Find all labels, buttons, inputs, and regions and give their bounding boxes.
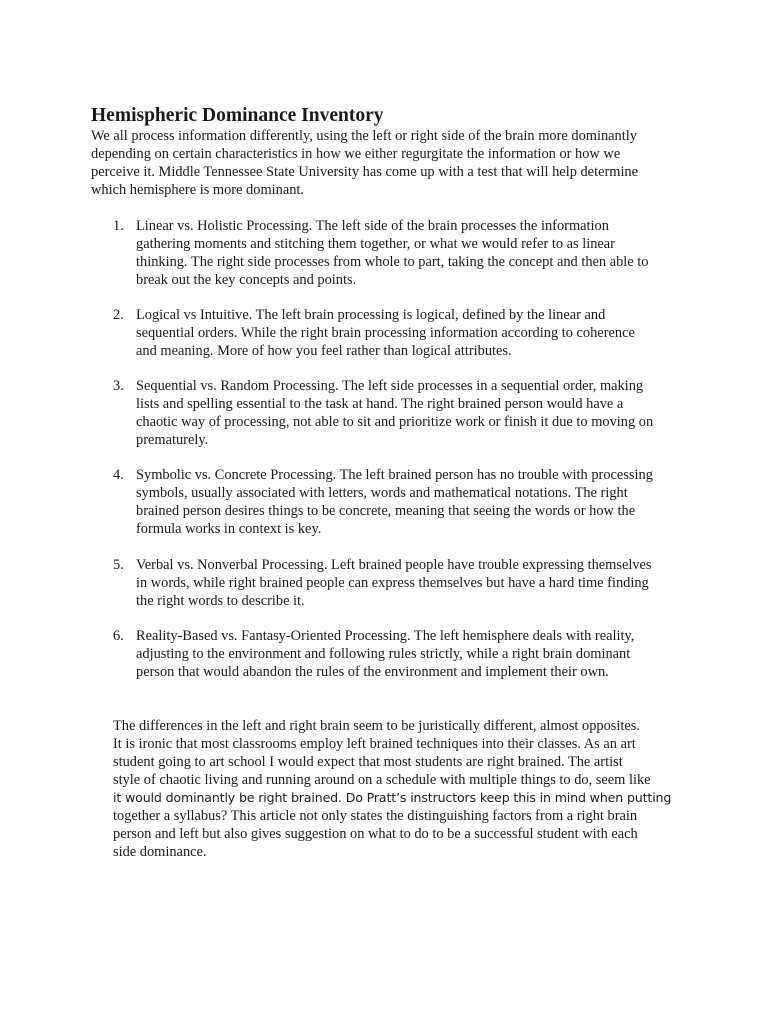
intro-line: which hemisphere is more dominant. xyxy=(91,182,305,198)
list-item-text xyxy=(136,466,653,538)
intro-line: We all process information differently, using the left or right side of the brain more dominantly xyxy=(91,128,637,144)
closing-line: side dominance. xyxy=(113,844,207,860)
list-item-line: and meaning. More of how you feel rather than logical attributes. xyxy=(136,343,512,359)
list-item-line: thinking. The right side processes from whole to part, taking the concept and then able to xyxy=(136,254,649,270)
intro-paragraph xyxy=(91,127,691,199)
list-item-line: Linear vs. Holistic Processing. The left side of the brain processes the information xyxy=(136,218,609,234)
list-item-text xyxy=(136,627,634,681)
list-item-line: break out the key concepts and points. xyxy=(136,272,357,288)
list-item-line: formula works in context is key. xyxy=(136,521,322,537)
list-item-line: prematurely. xyxy=(136,432,209,448)
closing-line: it would dominantly be right brained. Do Pratt’s instructors keep this in mind when putting xyxy=(113,790,672,805)
list-item-number: 6. xyxy=(113,628,124,644)
list-item-line: chaotic way of processing, not able to sit and prioritize work or finish it due to moving on xyxy=(136,414,654,430)
closing-line: style of chaotic living and running around on a schedule with multiple things to do, seem like xyxy=(113,772,651,788)
list-item-line: sequential orders. While the right brain processing information according to coherence xyxy=(136,325,635,341)
closing-line: The differences in the left and right brain seem to be juristically different, almost opposites. xyxy=(113,718,640,734)
list-item-text xyxy=(136,306,635,360)
intro-line: perceive it. Middle Tennessee State University has come up with a test that will help determine xyxy=(91,164,639,180)
list-item-number: 2. xyxy=(113,307,124,323)
list-item-line: Sequential vs. Random Processing. The left side processes in a sequential order, making xyxy=(136,378,644,394)
list-item-line: Logical vs Intuitive. The left brain processing is logical, defined by the linear and xyxy=(136,307,606,323)
list-item-line: person that would abandon the rules of the environment and implement their own. xyxy=(136,664,609,680)
list-item-line: Symbolic vs. Concrete Processing. The left brained person has no trouble with processing xyxy=(136,467,653,483)
list-item-line: symbols, usually associated with letters, words and mathematical notations. The right xyxy=(136,485,628,501)
closing-line: student going to art school I would expect that most students are right brained. The artist xyxy=(113,754,623,770)
closing-line: person and left but also gives suggestion on what to do to be a successful student with each xyxy=(113,826,638,842)
list-item-number: 3. xyxy=(113,378,124,394)
list-item-number: 1. xyxy=(113,218,124,234)
closing-line: together a syllabus? This article not only states the distinguishing factors from a right brain xyxy=(113,808,638,824)
closing-line: It is ironic that most classrooms employ left brained techniques into their classes. As an art xyxy=(113,736,636,752)
intro-line: depending on certain characteristics in how we either regurgitate the information or how we xyxy=(91,146,621,162)
list-item-line: adjusting to the environment and following rules strictly, while a right brain dominant xyxy=(136,646,631,662)
list-item-number: 5. xyxy=(113,557,124,573)
list-item-number: 4. xyxy=(113,467,124,483)
list-item-line: gathering moments and stitching them together, or what we would refer to as linear xyxy=(136,236,615,252)
document-title: Hemispheric Dominance Inventory xyxy=(91,105,384,126)
list-item-text xyxy=(136,556,652,610)
closing-paragraph xyxy=(113,717,713,861)
list-item-line: lists and spelling essential to the task at hand. The right brained person would have a xyxy=(136,396,624,412)
list-item-line: in words, while right brained people can express themselves but have a hard time finding xyxy=(136,575,649,591)
list-item-line: the right words to describe it. xyxy=(136,593,305,609)
list-item-text xyxy=(136,377,653,449)
list-item-line: Reality-Based vs. Fantasy-Oriented Processing. The left hemisphere deals with reality, xyxy=(136,628,635,644)
list-item-text xyxy=(136,217,648,289)
list-item-line: Verbal vs. Nonverbal Processing. Left brained people have trouble expressing themselves xyxy=(136,557,652,573)
list-item-line: brained person desires things to be concrete, meaning that seeing the words or how the xyxy=(136,503,636,519)
